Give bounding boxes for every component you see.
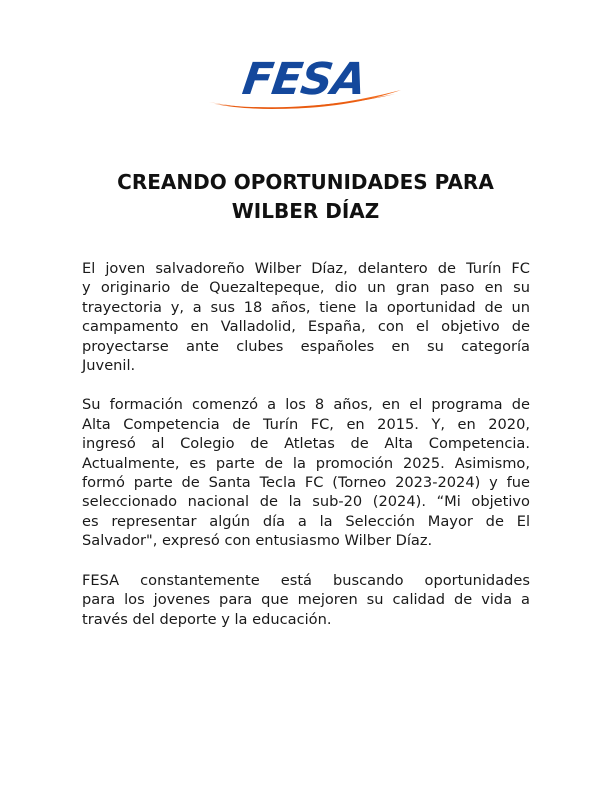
text-line: trayectoria y, a sus 18 años, tiene la oportunidad de un	[82, 298, 530, 316]
article-body	[82, 259, 530, 649]
paragraph-intro	[82, 259, 530, 375]
title-line: WILBER DÍAZ	[231, 199, 380, 223]
fesa-logo	[205, 54, 405, 120]
logo-text: FESA	[239, 54, 369, 105]
text-line: FESA constantemente está buscando oportunidades	[82, 571, 530, 589]
paragraph-formation	[82, 395, 530, 550]
text-line: través del deporte y la educación.	[82, 610, 332, 628]
text-line: y originario de Quezaltepeque, dio un gran paso en su	[82, 279, 530, 297]
page-title	[40, 168, 571, 226]
text-line: Juvenil.	[82, 357, 136, 375]
text-line: Alta Competencia de Turín FC, en 2015. Y, en 2020,	[82, 415, 530, 433]
text-line: proyectarse ante clubes españoles en su categoría	[82, 337, 530, 355]
text-line: ingresó al Colegio de Atletas de Alta Competencia.	[82, 435, 530, 453]
text-line: seleccionado nacional de la sub-20 (2024). “Mi objetivo	[82, 493, 530, 511]
text-line: El joven salvadoreño Wilber Díaz, delantero de Turín FC	[82, 260, 530, 277]
text-line: para los jovenes para que mejoren su calidad de vida a	[82, 591, 530, 609]
paragraph-closing	[82, 571, 530, 629]
title-line: CREANDO OPORTUNIDADES PARA	[117, 170, 494, 194]
text-line: es representar algún día a la Selección Mayor de El	[82, 512, 530, 530]
text-line: Actualmente, es parte de la promoción 2025. Asimismo,	[82, 454, 530, 472]
text-line: campamento en Valladolid, España, con el objetivo de	[82, 318, 530, 336]
text-line: formó parte de Santa Tecla FC (Torneo 2023-2024) y fue	[82, 474, 530, 492]
text-line: Salvador", expresó con entusiasmo Wilber Díaz.	[82, 532, 433, 550]
text-line: Su formación comenzó a los 8 años, en el programa de	[82, 396, 530, 414]
